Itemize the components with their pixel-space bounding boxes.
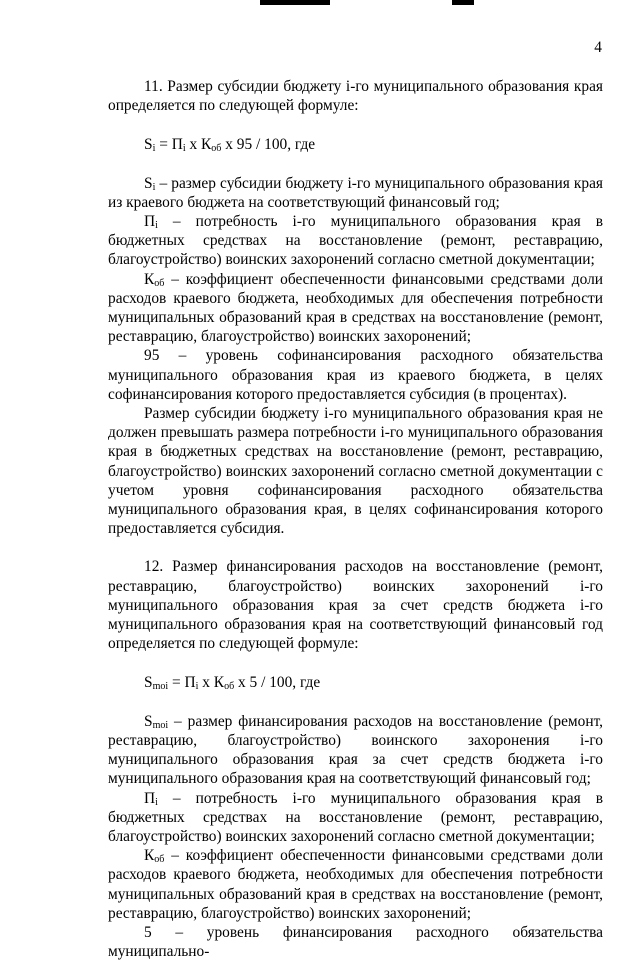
formula-subsidy: $S_i = П_i$ х $К_{об}$ х 95 / 100, где	[144, 136, 316, 155]
definition-pi: $П_i$ – потребность i-го муниципального образования края в бюджетных средствах на восстановление (ремонт, реставрацию, благоустройство) воинских захоронений согласно сметной документации;	[108, 789, 603, 845]
definition-5: 5 – уровень финансирования расходного обязательства муниципально-	[108, 923, 603, 961]
scan-edge-artifact	[452, 0, 474, 5]
definition-kob: $К_{об}$ – коэффициент обеспеченности финансовыми средствами доли расходов краевого бюджета, необходимых для обеспечения потребности муниципальных образований края в средствах на восстановление (ремонт, реставрацию, благоустройство) воинских захоронений;	[108, 270, 603, 346]
definition-pi: $П_i$ – потребность i-го муниципального образования края в бюджетных средствах на восстановление (ремонт, реставрацию, благоустройство) воинских захоронений согласно сметной документации;	[108, 213, 603, 269]
definition-si: $S_i$ – размер субсидии бюджету i-го муниципального образования края из краевого бюджета на соответствующий финансовый год;	[108, 174, 603, 211]
document-body	[108, 77, 603, 961]
definition-kob: $К_{об}$ – коэффициент обеспеченности финансовыми средствами доли расходов краевого бюджета, необходимых для обеспечения потребности муниципальных образований края в средствах на восстановление (ремонт, реставрацию, благоустройство) воинских захоронений;	[108, 847, 603, 922]
formula-financing: $S_{moi} = П_i$ х $К_{об}$ х 5 / 100, где	[144, 674, 321, 693]
definition-95: 95 – уровень софинансирования расходного обязательства муниципального образования края из краевого бюджета, в целях софинансирования которого предоставляется субсидия (в процентах).	[108, 347, 603, 403]
page-number: 4	[594, 39, 602, 56]
section-11-intro: 11. Размер субсидии бюджету i-го муниципального образования края определяется по следующей формуле:	[108, 78, 603, 115]
section-12-intro: 12. Размер финансирования расходов на восстановление (ремонт, реставрацию, благоустройство) воинских захоронений i-го муниципального образования края за счет средств бюджета i-го муниципального образования края на соответствующий финансовый год определяется по следующей формуле:	[108, 558, 603, 653]
definition-smoi: $S_{moi}$ – размер финансирования расходов на восстановление (ремонт, реставрацию, благоустройство) воинского захоронения i-го муниципального образования края за счет средств бюджета i-го муниципального образования края на соответствующий финансовый год;	[108, 712, 603, 788]
scan-edge-artifact	[260, 0, 330, 5]
subsidy-limit: Размер субсидии бюджету i-го муниципального образования края не должен превышать размера потребности i-го муниципального образования края в бюджетных средствах на восстановление (ремонт, реставрацию, благоустройство) воинских захоронений согласно сметной документации с учетом уровня софинансирования расходного обязательства муниципального образования края, в целях софинансирования которого предоставляется субсидия.	[108, 405, 603, 538]
